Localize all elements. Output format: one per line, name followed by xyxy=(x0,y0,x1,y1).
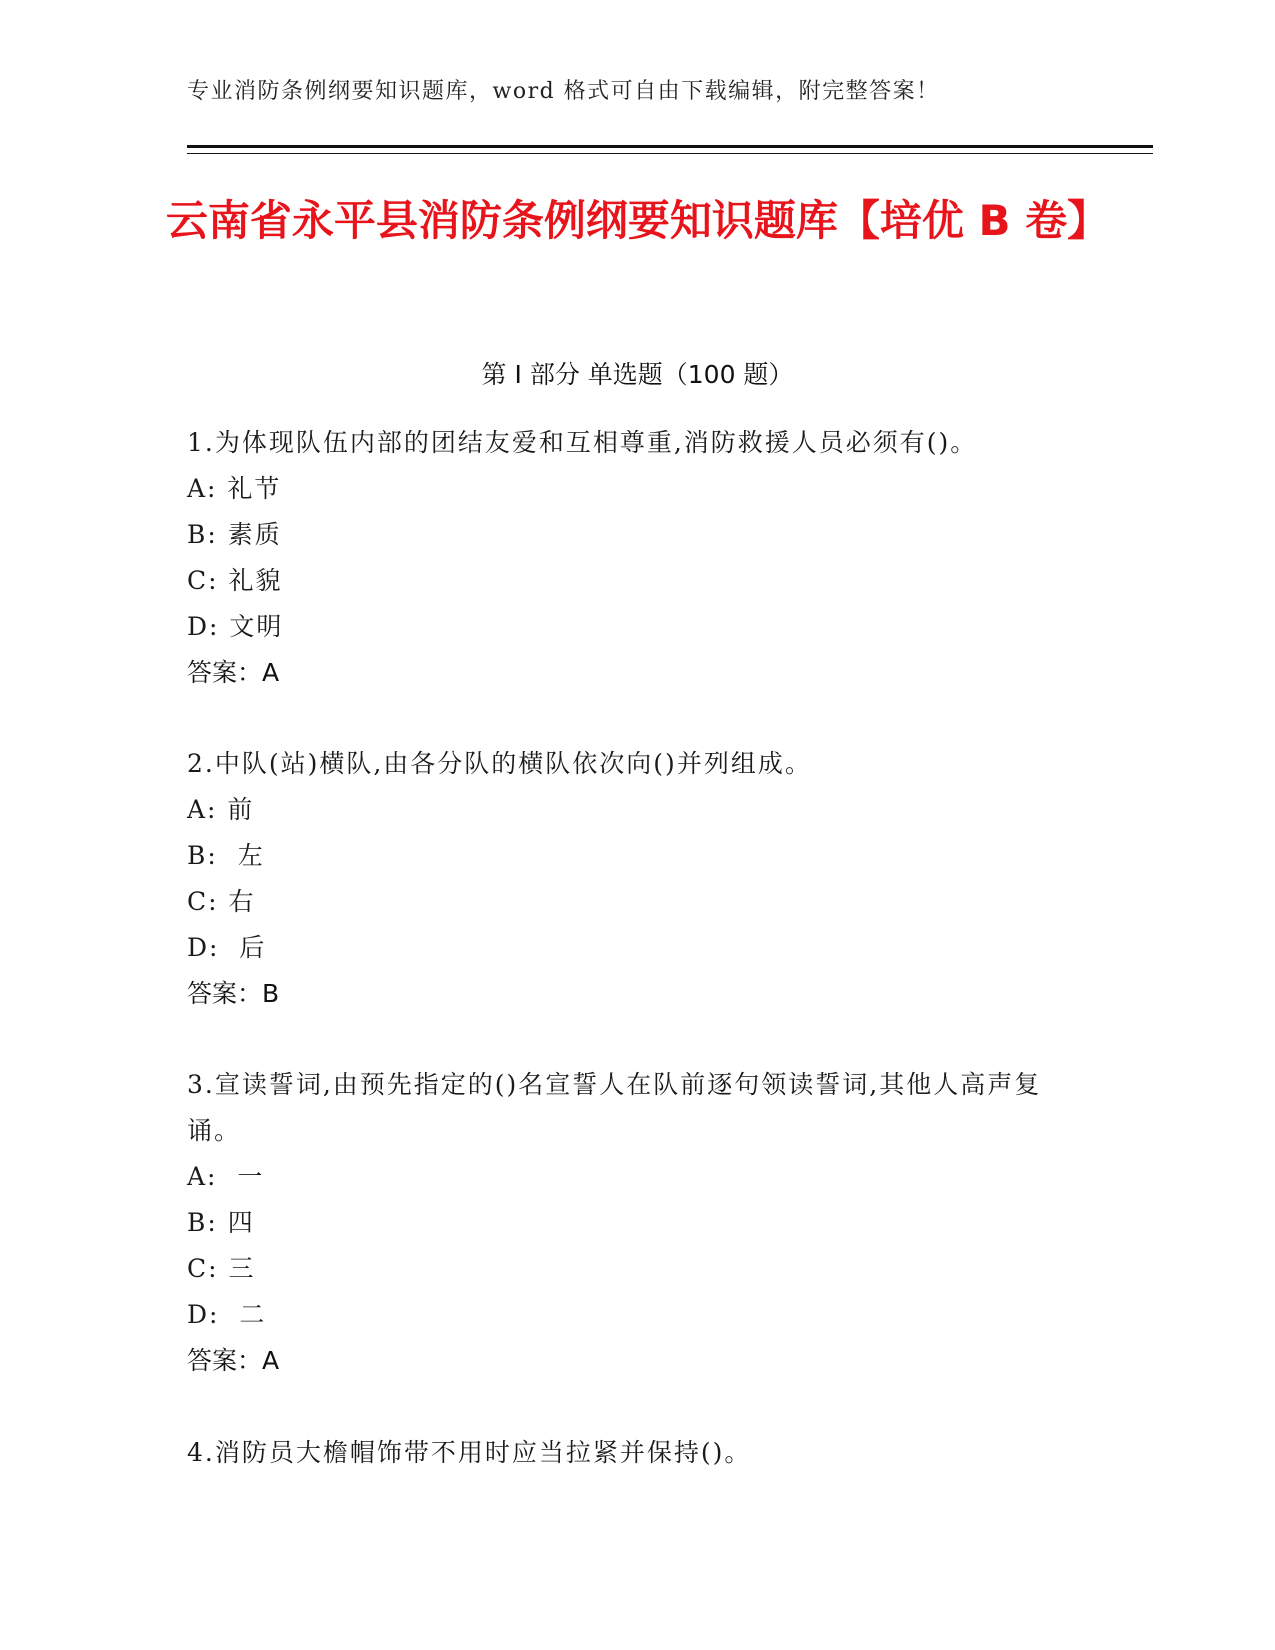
question-3 xyxy=(187,1062,1067,1384)
option-a: A: 礼节 xyxy=(187,474,282,503)
question-2 xyxy=(187,741,1067,1017)
header-divider-thin xyxy=(187,153,1153,154)
option-d: D: 文明 xyxy=(187,612,284,641)
question-4 xyxy=(187,1430,1067,1476)
question-1 xyxy=(187,420,1067,696)
answer-line: 答案：A xyxy=(187,658,280,687)
option-c: C: 右 xyxy=(187,887,256,916)
option-b: B: 四 xyxy=(187,1208,255,1237)
option-a: A: 一 xyxy=(187,1162,265,1191)
option-b: B: 素质 xyxy=(187,520,282,549)
option-c: C: 礼貌 xyxy=(187,566,283,595)
answer-line: 答案：A xyxy=(187,1346,280,1375)
question-stem: 1.为体现队伍内部的团结友爱和互相尊重,消防救援人员必须有()。 xyxy=(187,428,978,457)
header-note: 专业消防条例纲要知识题库，word 格式可自由下载编辑，附完整答案！ xyxy=(187,79,940,104)
section-title: 第 I 部分 单选题（100 题） xyxy=(481,360,794,389)
question-stem: 4.消防员大檐帽饰带不用时应当拉紧并保持()。 xyxy=(187,1438,752,1467)
header-divider-thick xyxy=(187,145,1153,148)
question-stem: 2.中队(站)横队,由各分队的横队依次向()并列组成。 xyxy=(187,749,812,778)
option-c: C: 三 xyxy=(187,1254,256,1283)
option-b: B: 左 xyxy=(187,841,265,870)
answer-line: 答案：B xyxy=(187,979,280,1008)
question-stem: 3.宣读誓词,由预先指定的()名宣誓人在队前逐句领读誓词,其他人高声复诵。 xyxy=(187,1070,1042,1145)
option-a: A: 前 xyxy=(187,795,255,824)
option-d: D: 二 xyxy=(187,1300,267,1329)
option-d: D: 后 xyxy=(187,933,267,962)
document-title: 云南省永平县消防条例纲要知识题库【培优 B 卷】 xyxy=(165,196,1110,245)
